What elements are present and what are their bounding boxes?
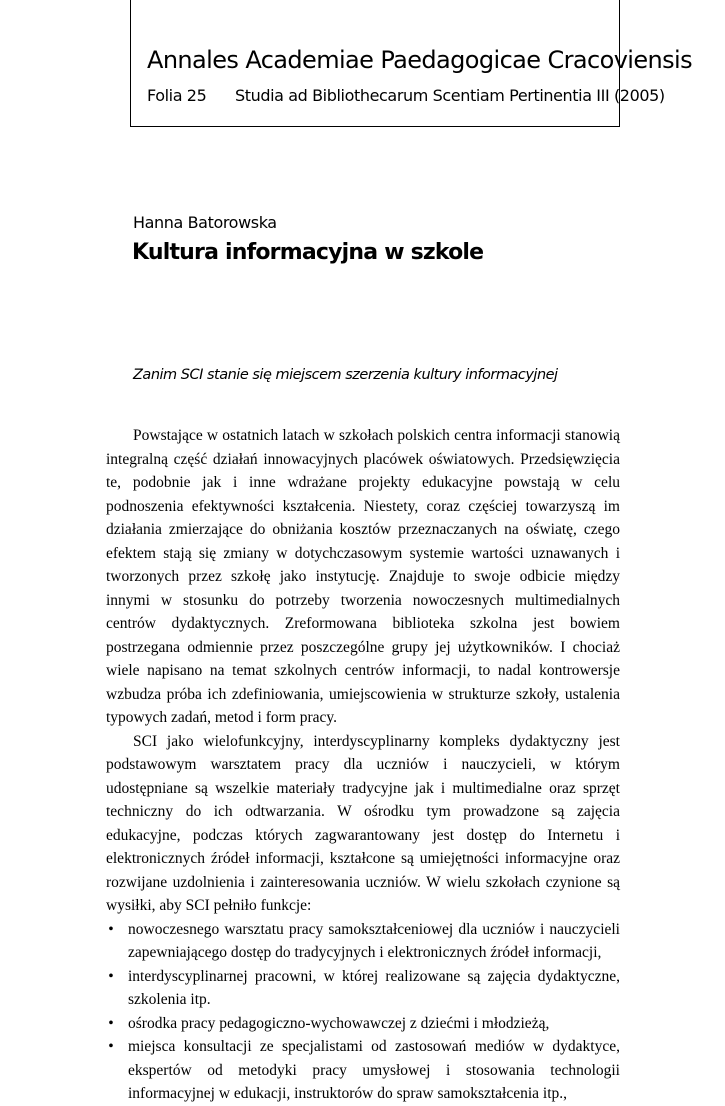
bullet-icon: • [108,1038,114,1055]
series-title: Studia ad Bibliothecarum Scentiam Pertinentia III (2005) [235,86,665,105]
bullet-icon: • [108,967,114,985]
list-item-text: nowoczesnego warsztatu pracy samokształceniowej dla uczniów i nauczycieli zapewniającego dostęp do tradycyjnych i elektronicznych źródeł informacji, [128,920,620,961]
list-item [106,918,620,965]
list-item [106,1035,620,1106]
list-item-text: ośrodka pracy pedagogiczno-wychowawczej z dziećmi i młodzieżą, [128,1014,550,1032]
paragraph: Powstające w ostatnich latach w szkołach polskich centra informacji stanowią integralną część działań innowacyjnych placówek oświatowych. Przedsięwzięcia te, podobnie jak i inne wdrażane projekty edukacyjne powstają w celu podnoszenia efektywności kształcenia. Niestety, coraz częściej towarzyszą im działania zmierzające do obniżania kosztów przeznaczanych na oświatę, czego efektem stają się zmiany w dotychczasowym systemie wartości uznawanych i tworzonych przez szkołę jako instytucję. Znajduje to swoje odbicie między innymi w stosunku do potrzeby tworzenia nowoczesnych multimedialnych centrów dydaktycznych. Zreformowana biblioteka szkolna jest bowiem postrzegana odmiennie przez poszczególne grupy jej użytkowników. I chociaż wiele napisano na temat szkolnych centrów informacji, to nadal kontrowersje wzbudza próba ich zdefiniowania, umiejscowienia w strukturze szkoły, ustalenia typowych zadań, metod i form pracy. [106,427,620,726]
article-body [106,424,620,1106]
list-item-text: miejsca konsultacji ze specjalistami od zastosowań mediów w dydaktyce, ekspertów od metodyki pracy umysłowej i stosowania technologii informacyjnej w edukacji, instruktorów do spraw samokształcenia itp., [128,1038,620,1102]
list-item-text: interdyscyplinarnej pracowni, w której realizowane są zajęcia dydaktyczne, szkolenia itp. [128,967,620,1008]
bullet-icon: • [108,920,114,938]
bullet-icon: • [108,1014,114,1032]
section-heading: Zanim SCI stanie się miejscem szerzenia kultury informacyjnej [133,367,558,383]
paragraph: SCI jako wielofunkcyjny, interdyscyplinarny kompleks dydaktyczny jest podstawowym warsztatem pracy dla uczniów i nauczycieli, w którym udostępniane są wszelkie materiały tradycyjne jak i multimedialne oraz sprzęt techniczny do ich odtwarzania. W ośrodku tym prowadzone są zajęcia edukacyjne, podczas których zagwarantowany jest dostęp do Internetu i elektronicznych źródeł informacji, kształcone są umiejętności informacyjne oraz rozwijane uzdolnienia i zainteresowania uczniów. W wielu szkołach czynione są wysiłki, aby SCI pełniło funkcje: [106,732,620,914]
article-title: Kultura informacyjna w szkole [132,240,484,265]
journal-header-box [130,0,693,127]
folia-number: Folia 25 [147,86,207,105]
list-item [106,1012,620,1036]
journal-title: Annales Academiae Paedagogicae Cracoviensis [147,46,693,74]
list-item [106,965,620,1012]
function-list [106,918,620,1106]
author-name: Hanna Batorowska [133,213,277,232]
